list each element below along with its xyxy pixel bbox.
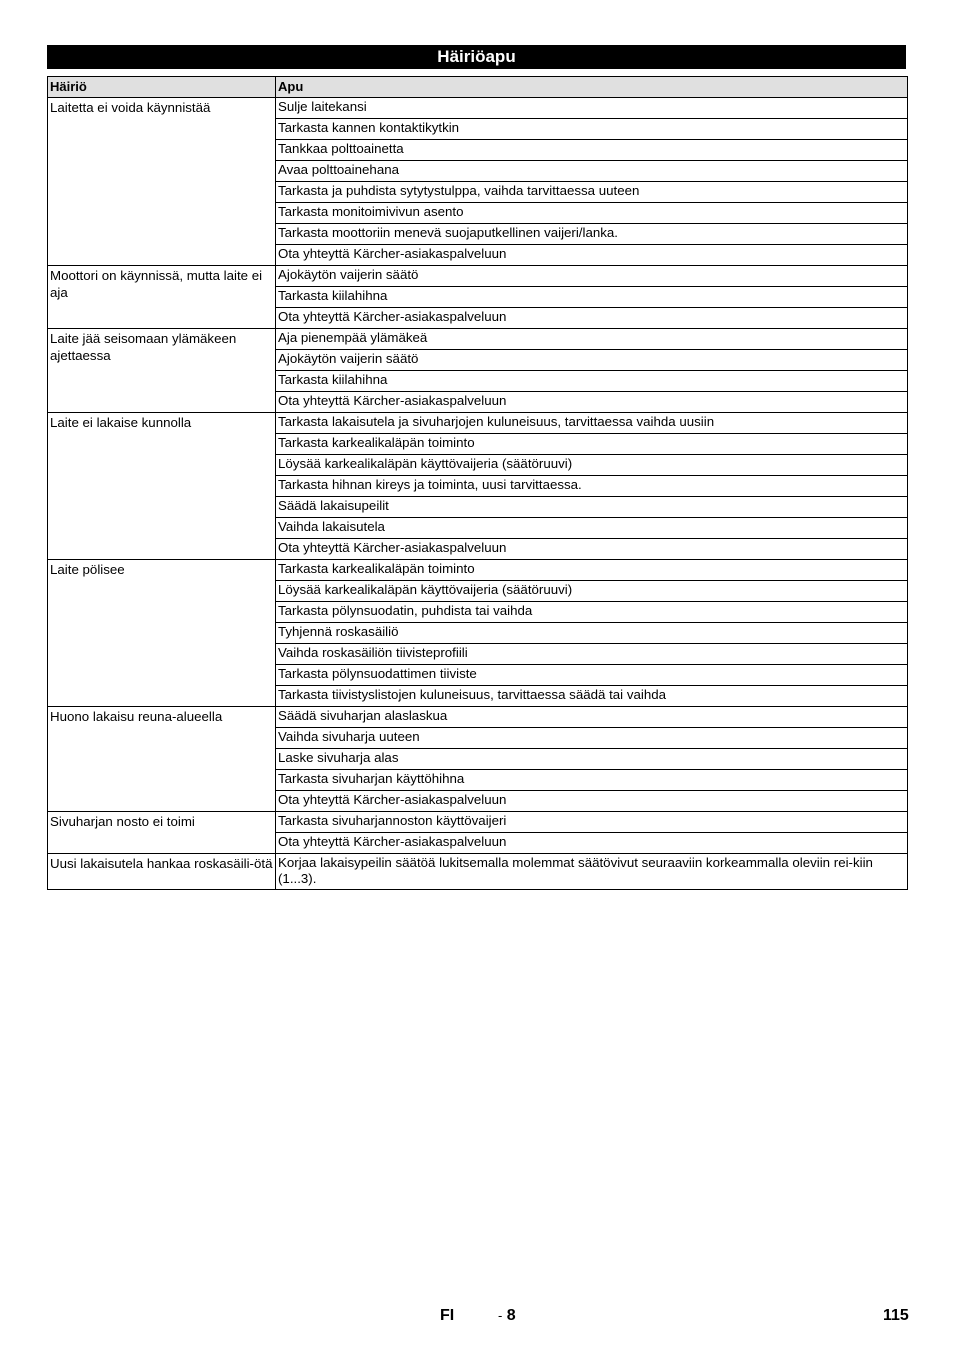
table-header-row [48,77,908,98]
remedy-cell: Ota yhteyttä Kärcher-asiakaspalveluun [276,539,908,560]
remedy-cell: Tarkasta karkealikaläpän toiminto [276,560,908,581]
fault-cell: Sivuharjan nosto ei toimi [48,812,276,854]
remedy-cell: Ota yhteyttä Kärcher-asiakaspalveluun [276,791,908,812]
remedy-cell: Tarkasta tiivistyslistojen kuluneisuus, tarvittaessa säädä tai vaihda [276,686,908,707]
footer-language: FI [440,1307,455,1324]
fault-cell: Moottori on käynnissä, mutta laite ei aja [48,266,276,329]
fault-cell: Laite ei lakaise kunnolla [48,413,276,560]
remedy-cell: Tyhjennä roskasäiliö [276,623,908,644]
remedy-cell: Laske sivuharja alas [276,749,908,770]
remedy-cell: Korjaa lakaisypeilin säätöä lukitsemalla molemmat säätövivut seuraaviin korkeammalla oleviin rei-kiin (1...3). [276,854,908,890]
fault-cell: Laite jää seisomaan ylämäkeen ajettaessa [48,329,276,413]
table-row [48,98,908,119]
remedy-cell: Ajokäytön vaijerin säätö [276,350,908,371]
table-row [48,413,908,434]
footer-section-page [498,1307,516,1325]
remedy-cell: Tarkasta monitoimivivun asento [276,203,908,224]
remedy-cell: Tarkasta kiilahihna [276,371,908,392]
remedy-cell: Ota yhteyttä Kärcher-asiakaspalveluun [276,392,908,413]
remedy-cell: Tarkasta pölynsuodattimen tiiviste [276,665,908,686]
remedy-cell: Säädä sivuharjan alaslaskua [276,707,908,728]
remedy-cell: Tarkasta pölynsuodatin, puhdista tai vaihda [276,602,908,623]
column-header-remedy: Apu [276,77,908,98]
fault-cell: Laitetta ei voida käynnistää [48,98,276,266]
remedy-cell: Tarkasta kannen kontaktikytkin [276,119,908,140]
remedy-cell: Tarkasta lakaisutela ja sivuharjojen kuluneisuus, tarvittaessa vaihda uusiin [276,413,908,434]
table-row [48,854,908,890]
footer-section-page-number: 8 [506,1307,516,1324]
remedy-cell: Tarkasta kiilahihna [276,287,908,308]
remedy-cell: Ajokäytön vaijerin säätö [276,266,908,287]
remedy-cell: Tarkasta karkealikaläpän toiminto [276,434,908,455]
remedy-cell: Säädä lakaisupeilit [276,497,908,518]
remedy-cell: Tarkasta sivuharjannoston käyttövaijeri [276,812,908,833]
table-body [48,98,908,890]
remedy-cell: Ota yhteyttä Kärcher-asiakaspalveluun [276,308,908,329]
table-row [48,560,908,581]
fault-cell: Uusi lakaisutela hankaa roskasäili-ötä [48,854,276,890]
footer-dash: - [498,1308,503,1323]
remedy-cell: Sulje laitekansi [276,98,908,119]
remedy-cell: Ota yhteyttä Kärcher-asiakaspalveluun [276,833,908,854]
remedy-cell: Ota yhteyttä Kärcher-asiakaspalveluun [276,245,908,266]
column-header-fault: Häiriö [48,77,276,98]
remedy-cell: Vaihda sivuharja uuteen [276,728,908,749]
remedy-cell: Tankkaa polttoainetta [276,140,908,161]
remedy-cell: Tarkasta hihnan kireys ja toiminta, uusi tarvittaessa. [276,476,908,497]
table-row [48,707,908,728]
remedy-cell: Vaihda roskasäiliön tiivisteprofiili [276,644,908,665]
remedy-cell: Löysää karkealikaläpän käyttövaijeria (säätöruuvi) [276,581,908,602]
remedy-cell: Aja pienempää ylämäkeä [276,329,908,350]
troubleshooting-table [47,76,908,890]
table-row [48,266,908,287]
remedy-cell: Avaa polttoainehana [276,161,908,182]
fault-cell: Laite pölisee [48,560,276,707]
page-title: Häiriöapu [47,45,906,69]
fault-cell: Huono lakaisu reuna-alueella [48,707,276,812]
table-row [48,329,908,350]
table-row [48,812,908,833]
footer-page-number: 115 [883,1307,909,1324]
remedy-cell: Löysää karkealikaläpän käyttövaijeria (säätöruuvi) [276,455,908,476]
remedy-cell: Tarkasta sivuharjan käyttöhihna [276,770,908,791]
remedy-cell: Vaihda lakaisutela [276,518,908,539]
remedy-cell: Tarkasta moottoriin menevä suojaputkellinen vaijeri/lanka. [276,224,908,245]
remedy-cell: Tarkasta ja puhdista sytytystulppa, vaihda tarvittaessa uuteen [276,182,908,203]
